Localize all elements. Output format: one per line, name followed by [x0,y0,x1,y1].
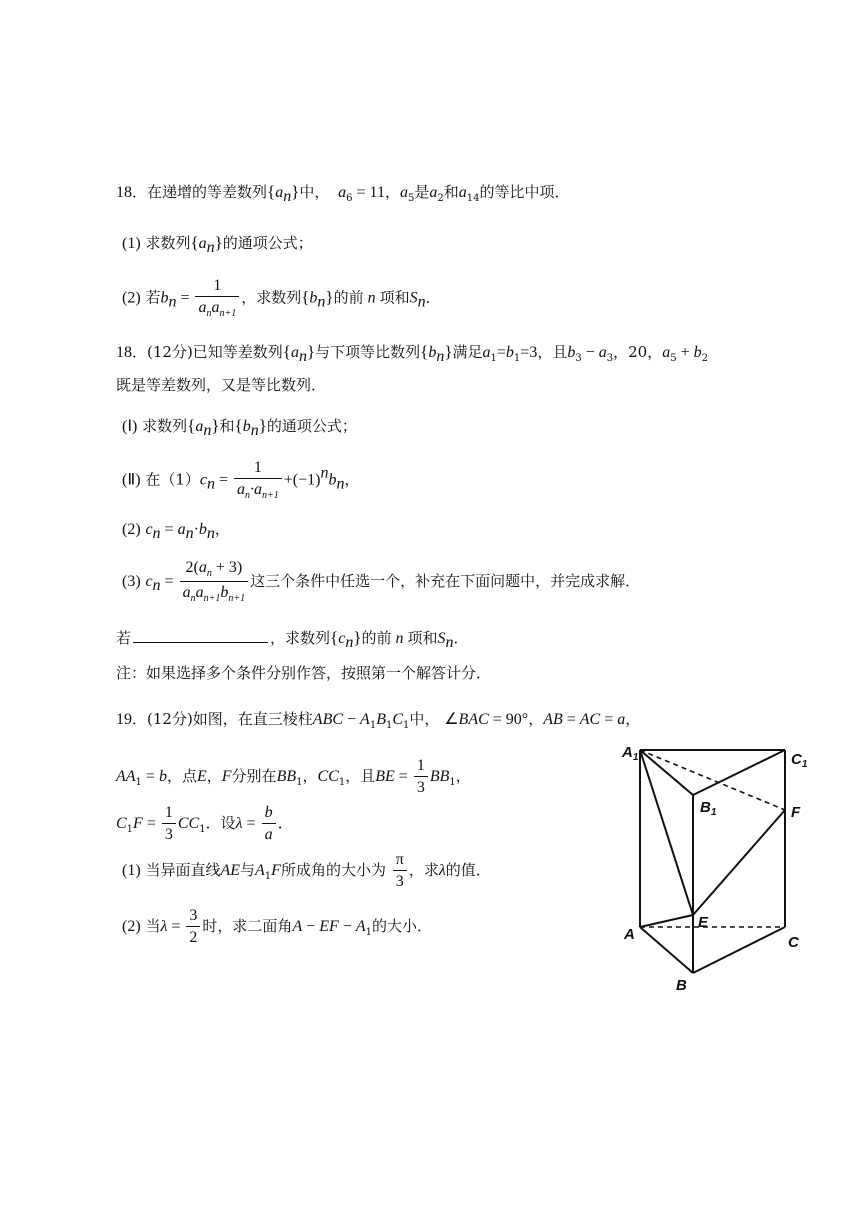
q18b-cond3: (3) $c_n$ = $\frac{2(a_n + 3)}{a_na_{n+1}b_{n+1}}$ 这三个条件中任选一个，补充在下面问题中，并完成求解． [122,559,641,604]
q19-stem: 19．(12分)如图，在直三棱柱ABC − $A_1B_1C_1$中， ∠BAC = 90°，AB = AC = a， [116,710,641,731]
q18a-stem: 18．在递增的等差数列$\{a_n\}$中， $a_6 = 11$，$a_5$是$a_2$和$a_{14}$的等比中项． [116,182,570,205]
q18b-stem2: 既是等差数列，又是等比数列． [116,376,327,394]
prism-figure [610,735,820,1000]
hidden-segment-A1F [640,750,785,810]
label-C: C [788,934,799,951]
label-E: E [698,914,709,931]
q18a-part1: (1) 求数列$\{a_n\}$的通项公式； [122,233,313,256]
segment-AE [640,915,693,927]
fraction: $\frac{1}{a_n\cdot a_{n+1}}$ [234,460,282,501]
q18a-part2: (2) 若$b_n$ = $\frac{1}{a_na_{n+1}}$ ，求数列$\{b_n\}$的前 n 项和$S_n$． [122,277,441,319]
segment-A1E [640,750,693,915]
edge-BC [693,927,785,973]
q19-part1: (1) 当异面直线AE与$A_1F$所成角的大小为 $\frac{\pi}{3}$ ，求λ的值． [122,851,491,890]
fraction: $\frac{\pi}{3}$ [393,852,407,890]
fraction: $\frac{1}{3}$ [414,758,428,796]
q18b-stem: 18．(12分)已知等差数列$\{a_n\}$与下项等比数列$\{b_n\}$满足$a_1=b_1=3$，且$b_3 - a_3$，20，$a_5 + b_2$ [116,342,708,365]
q19-stem3: $C_1F$ = $\frac{1}{3}$ $CC_1$．设λ = $\frac{b}{a}$ ． [116,804,294,843]
q18b-ask: 若 ，求数列$\{c_n\}$的前 n 项和$S_n$． [116,628,469,651]
fraction: $\frac{2(a_n + 3)}{a_na_{n+1}b_{n+1}}$ [180,560,249,604]
label-C1: $C_1$ [791,751,808,770]
label-A: A [624,926,635,943]
segment-EF [693,810,785,915]
fraction: $\frac{b}{a}$ [262,805,276,843]
fraction: $\frac{3}{2}$ [186,908,200,946]
edge-AB [640,927,693,973]
q18b-cond1: (Ⅱ) 在$(1)c_n$ = $\frac{1}{a_n\cdot a_{n+1}}$ $+(-1)^nb_n$， [122,459,360,501]
answer-blank [133,628,268,643]
label-B1: $B_1$ [700,799,717,818]
fraction: $\frac{1}{3}$ [162,805,176,843]
edge-B1C1 [693,750,785,795]
q18b-part1: (Ⅰ) 求数列$\{a_n\}$和$\{b_n\}$的通项公式； [122,416,357,439]
fraction: $\frac{1}{a_na_{n+1}}$ [195,278,239,319]
q18b-note: 注：如果选择多个条件分别作答，按照第一个解答计分． [116,664,492,682]
q18b-cond2: (2) $c_n = a_n\cdot b_n$， [122,520,230,542]
label-F: F [791,804,801,821]
q19-part2: (2) 当λ = $\frac{3}{2}$ 时，求二面角A − EF − $A_1$的大小． [122,907,432,946]
label-A1: $A_1$ [622,744,639,763]
label-B: B [676,977,687,994]
q19-stem2: $AA_1 = b$，点E，F分别在$BB_1$，$CC_1$，且BE = $\frac{1}{3}$ $BB_1$， [116,757,471,796]
